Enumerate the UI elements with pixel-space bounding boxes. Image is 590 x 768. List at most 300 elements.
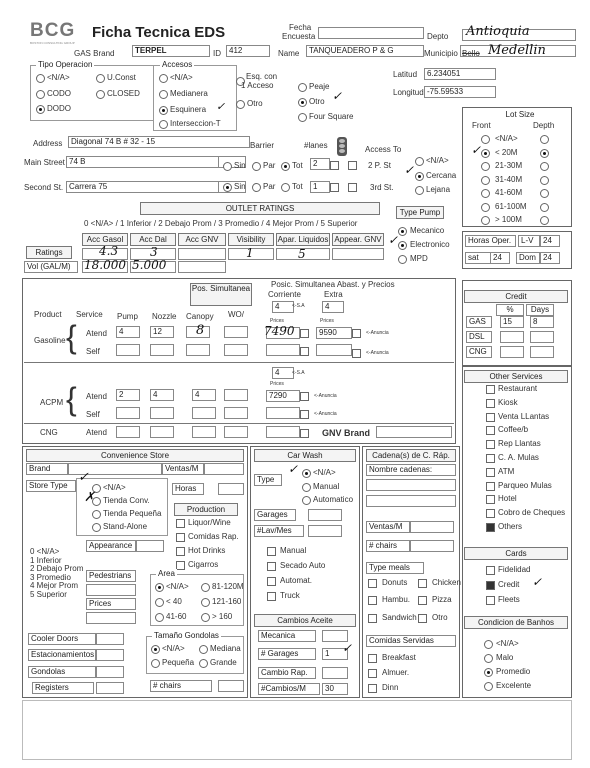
conv-ventas-field[interactable] xyxy=(204,463,244,475)
sandwich-label: Sandwich xyxy=(382,613,417,622)
gas-self-price1[interactable] xyxy=(266,344,300,356)
banos-label: Excelente xyxy=(496,681,532,690)
lot-front-radio[interactable] xyxy=(481,203,490,212)
hot-drinks-check[interactable] xyxy=(176,547,185,556)
wash-secado-label: Secado Auto xyxy=(280,561,326,570)
wash-manual-check[interactable] xyxy=(267,547,276,556)
lot-front-radio[interactable] xyxy=(481,135,490,144)
cng-label: CNG xyxy=(40,428,58,437)
lot-front-radio[interactable] xyxy=(481,162,490,171)
store-stand-radio[interactable] xyxy=(92,523,101,532)
acpm-canopy-field[interactable]: 4 xyxy=(192,389,216,401)
sandwich-check[interactable] xyxy=(368,614,377,623)
accesos-na-radio[interactable] xyxy=(159,74,168,83)
product-label: Product xyxy=(34,310,62,319)
cambio-rap-label: Cambio Rap. xyxy=(258,667,316,679)
second-tot-radio[interactable] xyxy=(281,183,290,192)
cambios-m-label: #Cambios/M xyxy=(258,683,320,695)
second-sin-label: Sin xyxy=(234,182,246,191)
otro-check-mark: ✓ xyxy=(332,89,343,103)
hambu-check[interactable] xyxy=(368,596,377,605)
appearance-label: Appearance xyxy=(86,540,136,552)
sat-field[interactable]: 24 xyxy=(490,252,510,264)
lejana-label: Lejana xyxy=(426,185,451,194)
cambios-m-field[interactable]: 30 xyxy=(322,683,348,695)
depto-label: Depto xyxy=(427,32,449,41)
wash-auto-label: Automatico xyxy=(313,495,354,504)
other-service-check[interactable] xyxy=(486,413,495,422)
municipio-printed: Bello xyxy=(462,49,480,58)
sat-label: sat xyxy=(465,252,491,264)
dps-label: 2 P. St xyxy=(368,161,391,170)
otro-meal-label: Otro xyxy=(432,613,448,622)
wash-manual-label: Manual xyxy=(313,482,340,491)
id-field[interactable]: 412 xyxy=(226,45,270,57)
main-par-radio[interactable] xyxy=(252,162,261,171)
credit-gas-days[interactable]: 8 xyxy=(530,316,554,328)
gondolas-label: Gondolas xyxy=(28,666,96,678)
other-service-check[interactable] xyxy=(486,495,495,504)
pizza-label: Pizza xyxy=(432,595,452,604)
wash-secado-check[interactable] xyxy=(267,562,276,571)
access-to-label: Access To xyxy=(365,145,402,154)
sa-label-1: <-S.A xyxy=(292,303,305,309)
hot-drinks-label: Hot Drinks xyxy=(188,546,226,555)
peaje-radio[interactable] xyxy=(298,83,307,92)
banos-radio[interactable] xyxy=(484,682,493,691)
latitud-label: Latitud xyxy=(393,70,418,79)
estacionamientos-field[interactable] xyxy=(96,649,124,661)
name-field[interactable]: TANQUEADERO P & G xyxy=(306,45,424,57)
comidas-check[interactable] xyxy=(176,533,185,542)
cng-pump[interactable] xyxy=(116,426,140,438)
accesos-otro-radio[interactable] xyxy=(236,100,245,109)
vol-gnv-field[interactable] xyxy=(178,261,226,273)
wash-automat-label: Automat. xyxy=(280,576,313,585)
gas-wo-field[interactable] xyxy=(224,326,248,338)
cigarros-check[interactable] xyxy=(176,561,185,570)
rating-acc-gasol-value: 4.3 xyxy=(99,244,119,258)
extra-label: Extra xyxy=(324,290,343,299)
banos-radio[interactable] xyxy=(484,654,493,663)
credit-cng-pct[interactable] xyxy=(500,346,524,358)
acpm-self-nozzle[interactable] xyxy=(150,407,174,419)
almuer-check[interactable] xyxy=(368,669,377,678)
rating-col-apar-liquidos: Apar. Liquidos xyxy=(277,235,329,244)
gas-self-price2[interactable] xyxy=(316,344,352,356)
acpm-brace: { xyxy=(66,381,77,417)
otro-meal-check[interactable] xyxy=(418,614,427,623)
lot-depth-radio[interactable] xyxy=(540,189,549,198)
four-square-label: Four Square xyxy=(309,112,354,121)
main-tot-radio[interactable] xyxy=(281,162,290,171)
area-40-label: < 40 xyxy=(166,597,182,606)
outlet-ratings-scale: 0 <N/A> / 1 Inferior / 2 Debajo Prom / 3 Promedio / 4 Mejor Prom / 5 Superior xyxy=(84,219,358,228)
cambios-aceite-title: Cambios Aceite xyxy=(254,614,356,627)
tipo-codo-radio[interactable] xyxy=(36,90,45,99)
lot-front-radio[interactable] xyxy=(481,176,490,185)
wash-automat-check[interactable] xyxy=(267,577,276,586)
longitud-field[interactable]: -75.59533 xyxy=(424,86,496,98)
appearance-scale-item: 2 Debajo Prom xyxy=(30,564,84,573)
accesos-na-label: <N/A> xyxy=(170,73,193,82)
tamano-na-label: <N/A> xyxy=(162,644,185,653)
access-na-radio[interactable] xyxy=(415,157,424,166)
banos-label: Promedio xyxy=(496,667,531,676)
store-pequena-label: Tienda Pequeña xyxy=(103,509,162,518)
main-lanes-field[interactable]: 2 xyxy=(310,158,330,170)
area-title: Area xyxy=(158,569,175,578)
area-na-label: <N/A> xyxy=(166,582,189,591)
gnv-brand-label: GNV Brand xyxy=(322,428,371,438)
second-street-field[interactable]: Carrera 75 xyxy=(66,181,222,193)
lot-front-radio[interactable] xyxy=(481,216,490,225)
mecanica-label: Mecanica xyxy=(258,630,316,642)
acpm-pos-field[interactable]: 4 xyxy=(272,367,294,379)
wash-lavmes-field[interactable] xyxy=(308,525,342,537)
acpm-self-price[interactable] xyxy=(266,407,300,419)
lanes-label: #lanes xyxy=(304,141,328,150)
tipo-closed-label: CLOSED xyxy=(107,89,140,98)
production-title: Production xyxy=(174,503,238,516)
wash-auto-radio[interactable] xyxy=(302,496,311,505)
card-check[interactable] xyxy=(486,566,495,575)
tipo-codo-label: CODO xyxy=(47,89,71,98)
lot-depth-radio[interactable] xyxy=(540,149,549,158)
gas-price-corriente-value: 7490 xyxy=(264,324,295,338)
rating-col-acc-dal: Acc Dal xyxy=(130,233,176,246)
acpm-nozzle-field[interactable]: 4 xyxy=(150,389,174,401)
lot-depth-radio[interactable] xyxy=(540,216,549,225)
tipo-closed-radio[interactable] xyxy=(96,90,105,99)
tipo-uconst-radio[interactable] xyxy=(96,74,105,83)
other-service-check[interactable] xyxy=(486,385,495,394)
liquor-check[interactable] xyxy=(176,519,185,528)
area-160-radio[interactable] xyxy=(201,613,210,622)
acpm-anuncia-check[interactable] xyxy=(300,392,309,401)
pump-electronico-radio[interactable] xyxy=(398,241,407,250)
anuncia-label-3: <-Anuncia xyxy=(314,393,337,399)
credit-pct-label: % xyxy=(496,304,524,316)
card-check[interactable] xyxy=(486,596,495,605)
gas-self-check2[interactable] xyxy=(352,349,361,358)
tamano-na-radio[interactable] xyxy=(151,645,160,654)
other-service-label: C. A. Mulas xyxy=(498,453,539,462)
appearance-scale-item: 5 Superior xyxy=(30,589,67,599)
chicken-check[interactable] xyxy=(418,579,427,588)
rapida-ventas-field[interactable] xyxy=(410,521,454,533)
address-field[interactable]: Diagonal 74 B # 32 - 15 xyxy=(68,136,250,148)
pump-mpd-radio[interactable] xyxy=(398,255,407,264)
municipio-value: Medellin xyxy=(488,43,546,58)
credit-cng-days[interactable] xyxy=(530,346,554,358)
other-service-label: ATM xyxy=(498,466,515,476)
comidas-servidas-label: Comidas Servidas xyxy=(366,635,456,647)
tamano-pequena-radio[interactable] xyxy=(151,659,160,668)
four-square-radio[interactable] xyxy=(298,113,307,122)
tipo-na-label: <N/A> xyxy=(47,73,70,82)
card-check[interactable] xyxy=(486,581,495,590)
gas-corriente-anuncia-check[interactable] xyxy=(300,329,309,338)
nombre-cadenas-field[interactable] xyxy=(366,479,456,491)
area-41-radio[interactable] xyxy=(155,613,164,622)
tamano-gondolas-group xyxy=(146,636,244,674)
accesos-medianera-radio[interactable] xyxy=(159,90,168,99)
type-meals-label: Type meals xyxy=(366,562,424,574)
conv-chairs-label: # chairs xyxy=(150,680,212,692)
area-160-label: > 160 xyxy=(212,612,233,621)
type-pump-title: Type Pump xyxy=(396,206,444,219)
cng-wo[interactable] xyxy=(224,426,248,438)
appearance-scale-item: 4 Mejor Prom xyxy=(30,581,79,590)
other-service-label: Others xyxy=(498,522,523,531)
acpm-pump-field[interactable]: 2 xyxy=(116,389,140,401)
pump-mecanico-label: Mecanico xyxy=(410,226,445,235)
wash-na-radio[interactable] xyxy=(302,469,311,478)
acpm-wo-field[interactable] xyxy=(224,389,248,401)
lot-option-label: > 100M xyxy=(495,215,522,224)
acpm-price-field[interactable]: 7290 xyxy=(266,390,300,402)
other-service-check[interactable] xyxy=(486,454,495,463)
main-sin-radio[interactable] xyxy=(223,162,232,171)
bcg-logo-subtitle: BOSTON CONSULTING GROUP xyxy=(30,41,75,45)
gas-pump-field[interactable]: 4 xyxy=(116,326,140,338)
accesos-interseccion-radio[interactable] xyxy=(159,120,168,129)
acpm-self-pump[interactable] xyxy=(116,407,140,419)
area-41-label: 41-60 xyxy=(166,612,187,621)
credit-dsl-pct[interactable] xyxy=(500,331,524,343)
dinn-check[interactable] xyxy=(368,684,377,693)
other-service-check[interactable] xyxy=(486,509,495,518)
canopy-label: Canopy xyxy=(186,312,214,321)
area-81-radio[interactable] xyxy=(201,583,210,592)
gas-self-pump[interactable] xyxy=(116,344,140,356)
gas-extra-anuncia-check[interactable] xyxy=(352,329,361,338)
convenience-store-title: Convenience Store xyxy=(26,449,244,462)
dom-field[interactable]: 24 xyxy=(540,252,560,264)
main-par-label: Par xyxy=(263,161,276,170)
gas-self-label: Self xyxy=(86,347,100,356)
outlet-ratings-title: OUTLET RATINGS xyxy=(140,202,380,215)
acpm-atend-label: Atend xyxy=(86,392,107,401)
cooler-doors-field[interactable] xyxy=(96,633,124,645)
cng-divider xyxy=(24,423,454,424)
wash-manual-radio[interactable] xyxy=(302,483,311,492)
other-service-check[interactable] xyxy=(486,426,495,435)
rapida-chairs-label: # chairs xyxy=(366,540,410,552)
rapida-chairs-field[interactable] xyxy=(410,540,454,552)
cambio-rap-field[interactable] xyxy=(322,667,348,679)
lot-depth-radio[interactable] xyxy=(540,162,549,171)
other-service-label: Parqueo Mulas xyxy=(498,480,552,490)
nombre-cadenas-field-2[interactable] xyxy=(366,495,456,507)
wash-type-label: Type xyxy=(254,474,282,486)
store-tienda-label: Tienda Conv. xyxy=(103,496,150,505)
store-check-mark: ✓ xyxy=(78,470,89,485)
lejana-radio[interactable] xyxy=(415,186,424,195)
other-service-check[interactable] xyxy=(486,482,495,491)
gas-self-nozzle[interactable] xyxy=(150,344,174,356)
cng-price[interactable] xyxy=(266,426,300,438)
notes-area[interactable] xyxy=(22,700,572,760)
rating-appear-gnv[interactable] xyxy=(332,248,384,260)
wash-lavmes-label: #Lav/Mes xyxy=(254,525,304,537)
appearance-scale-item: 3 Promedio xyxy=(30,572,71,582)
lot-depth-radio[interactable] xyxy=(540,176,549,185)
banos-radio[interactable] xyxy=(484,640,493,649)
gas-brand-field[interactable]: TERPEL xyxy=(132,45,210,57)
credit-title: Credit xyxy=(464,290,568,303)
lot-front-radio[interactable] xyxy=(481,189,490,198)
cng-atend-label: Atend xyxy=(86,428,107,437)
wash-garages-label: Garages xyxy=(254,509,296,521)
tamano-grande-radio[interactable] xyxy=(199,659,208,668)
gondolas-field[interactable] xyxy=(96,666,124,678)
accesos-otro-label: Otro xyxy=(247,99,263,108)
prices-label-3: Prices xyxy=(270,381,284,387)
accesos-esq-label: Esq. con xyxy=(246,72,278,81)
pump-mecanico-radio[interactable] xyxy=(398,227,407,236)
wash-check-mark: ✓ xyxy=(288,462,299,476)
gas-self-check1[interactable] xyxy=(300,347,309,356)
lot-front-radio[interactable] xyxy=(481,149,490,158)
comidas-label: Comidas Rap. xyxy=(188,532,239,541)
other-service-label: Cobro de Cheques xyxy=(498,508,566,518)
conv-chairs-field[interactable] xyxy=(218,680,244,692)
acpm-self-canopy[interactable] xyxy=(192,407,216,419)
lot-option-label: 41-60M xyxy=(495,188,523,197)
lot-check-mark: ✓ xyxy=(471,143,482,157)
other-services-title: Other Services xyxy=(464,370,568,383)
tipo-dodo-radio[interactable] xyxy=(36,105,45,114)
lot-depth-radio[interactable] xyxy=(540,135,549,144)
wash-garages-field[interactable] xyxy=(308,509,342,521)
other-service-label: Restaurant xyxy=(498,384,538,393)
cng-nozzle[interactable] xyxy=(150,426,174,438)
car-wash-title: Car Wash xyxy=(254,449,356,462)
rating-acc-gnv[interactable] xyxy=(178,248,226,260)
gas-brand-label: GAS Brand xyxy=(74,49,115,58)
lv-field[interactable]: 24 xyxy=(540,235,560,247)
second-tot-label: Tot xyxy=(292,182,303,191)
corriente-label: Corriente xyxy=(268,290,301,299)
pump-electronico-label: Electronico xyxy=(410,240,450,249)
lot-depth-radio[interactable] xyxy=(540,203,549,212)
other-service-check[interactable] xyxy=(486,440,495,449)
tamano-grande-label: Grande xyxy=(210,658,237,667)
acpm-self-check[interactable] xyxy=(300,410,309,419)
pedestrians-field[interactable] xyxy=(86,584,136,596)
store-tienda-x-mark: ✗ xyxy=(84,490,95,505)
accesos-esquinera-radio[interactable] xyxy=(159,106,168,115)
gas-self-wo[interactable] xyxy=(224,344,248,356)
lot-depth-label: Depth xyxy=(533,121,555,130)
gas-nozzle-field[interactable]: 12 xyxy=(150,326,174,338)
gnv-brand-field[interactable] xyxy=(376,426,452,438)
credit-days-label: Days xyxy=(526,304,554,316)
dinn-label: Dinn xyxy=(382,683,399,692)
rating-visibility-value: 1 xyxy=(246,246,254,260)
cercana-radio[interactable] xyxy=(415,172,424,181)
main-lanes-check[interactable] xyxy=(330,161,339,170)
conv-prices-field[interactable] xyxy=(86,612,136,624)
dps-check[interactable] xyxy=(348,161,357,170)
cards-title: Cards xyxy=(464,547,568,560)
wash-truck-check[interactable] xyxy=(267,592,276,601)
pump-mpd-label: MPD xyxy=(410,254,428,263)
tamano-mediana-radio[interactable] xyxy=(199,645,208,654)
tipo-operacion-title: Tipo Operacion xyxy=(38,60,93,69)
cng-canopy[interactable] xyxy=(192,426,216,438)
accesos-esq-label2: 1 Acceso xyxy=(241,81,274,90)
rating-col-acc-gasol: Acc Gasol xyxy=(82,233,128,246)
cng-check[interactable] xyxy=(300,429,309,438)
other-service-check[interactable] xyxy=(486,468,495,477)
otro-access-radio[interactable] xyxy=(298,98,307,107)
aceite-garages-field[interactable]: 1 xyxy=(322,648,348,660)
second-sin-radio[interactable] xyxy=(223,183,232,192)
lot-option-label: <N/A> xyxy=(495,134,518,143)
fecha-field[interactable] xyxy=(318,27,424,39)
area-121-label: 121-160 xyxy=(212,597,242,606)
breakfast-check[interactable] xyxy=(368,654,377,663)
rating-apar-liquidos-value: 5 xyxy=(298,247,306,261)
pizza-check[interactable] xyxy=(418,596,427,605)
acpm-self-label: Self xyxy=(86,410,100,419)
credit-dsl-days[interactable] xyxy=(530,331,554,343)
latitud-field[interactable]: 6.234051 xyxy=(424,68,496,80)
appearance-field[interactable] xyxy=(136,540,164,552)
third-check[interactable] xyxy=(348,183,357,192)
banos-label: <N/A> xyxy=(496,639,519,648)
gasoline-label: Gasoline xyxy=(34,336,66,345)
main-street-field[interactable]: 74 B xyxy=(66,156,222,168)
credit-gas-pct[interactable]: 15 xyxy=(500,316,524,328)
second-par-label: Par xyxy=(263,182,276,191)
ratings-label: Ratings xyxy=(26,246,72,259)
barrier-label: Barrier xyxy=(250,141,275,150)
gas-self-canopy[interactable] xyxy=(186,344,210,356)
tipo-na-radio[interactable] xyxy=(36,74,45,83)
second-par-radio[interactable] xyxy=(252,183,261,192)
other-service-check[interactable] xyxy=(486,399,495,408)
donuts-check[interactable] xyxy=(368,579,377,588)
posic-simultanea-label: Posic. Simultanea Abast. y Precios xyxy=(271,280,395,289)
banos-radio[interactable] xyxy=(484,668,493,677)
appearance-scale-item: 0 <N/A> xyxy=(30,547,60,556)
store-pequena-radio[interactable] xyxy=(92,510,101,519)
almuer-label: Almuer. xyxy=(382,668,410,677)
extra-pos-field[interactable]: 4 xyxy=(322,301,344,313)
area-40-radio[interactable] xyxy=(155,598,164,607)
vol-gasol-value: 18.000 xyxy=(84,258,126,272)
area-na-radio[interactable] xyxy=(155,583,164,592)
registers-field[interactable] xyxy=(96,682,124,694)
acpm-self-wo[interactable] xyxy=(224,407,248,419)
other-service-check[interactable] xyxy=(486,523,495,532)
sa-label-2: <-S.A xyxy=(292,370,305,376)
second-lanes-check[interactable] xyxy=(330,183,339,192)
conv-horas-field[interactable] xyxy=(218,483,244,495)
corriente-pos-field[interactable]: 4 xyxy=(272,301,294,313)
gas-price-extra[interactable]: 9590 xyxy=(316,327,352,339)
chicken-label: Chicken xyxy=(432,578,461,587)
second-lanes-field[interactable]: 1 xyxy=(310,181,330,193)
other-service-label: Coffee/b xyxy=(498,425,529,435)
gasoline-brace: { xyxy=(66,319,77,355)
nombre-cadenas-label: Nombre cadenas: xyxy=(366,464,456,476)
area-121-radio[interactable] xyxy=(201,598,210,607)
